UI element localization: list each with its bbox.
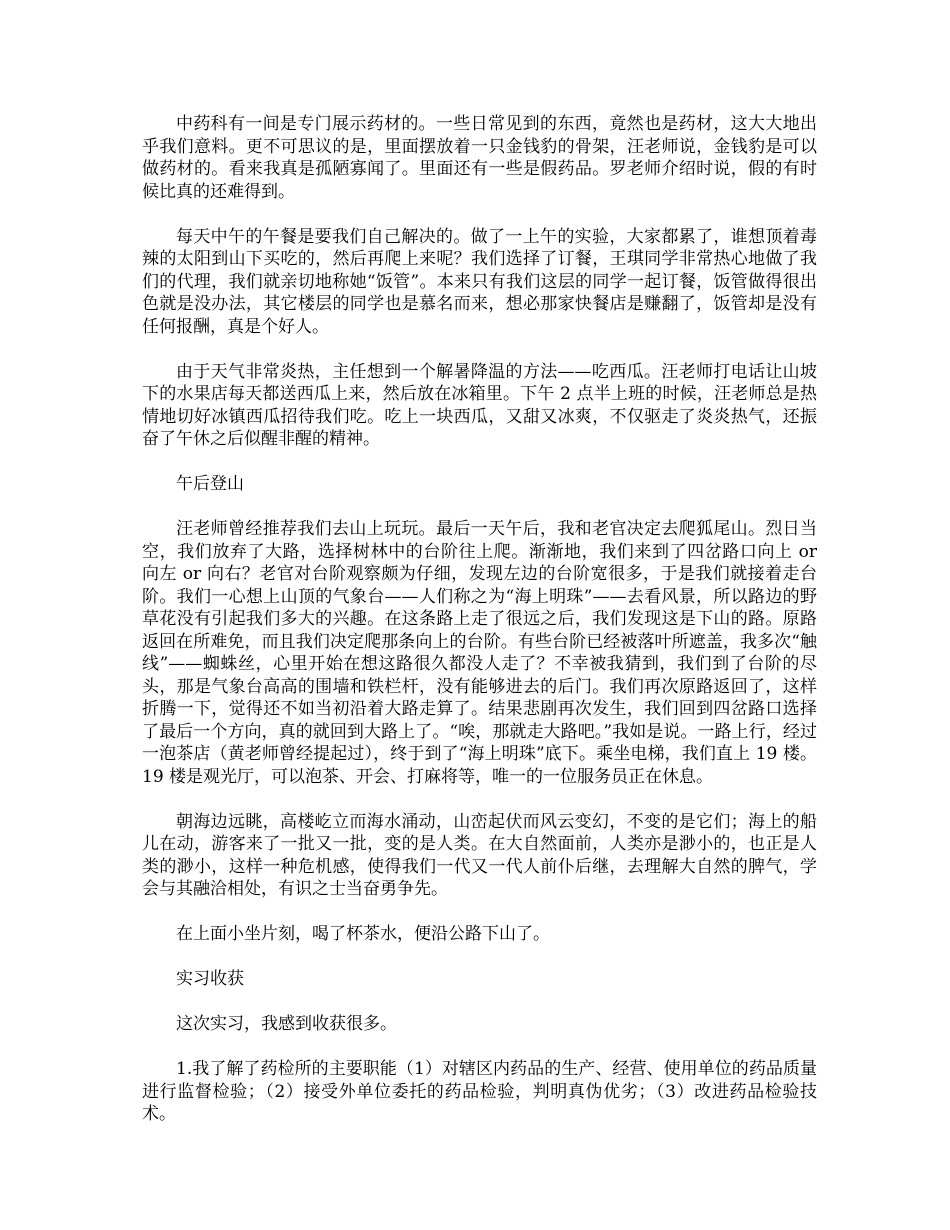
paragraph-hike-story: 汪老师曾经推荐我们去山上玩玩。最后一天午后，我和老官决定去爬狐尾山。烈日当空，我们放弃了大路，选择树林中的台阶往上爬。渐渐地，我们来到了四岔路口向上 or 向左 or 向右？老官对台阶观察颇为仔细，发现左边的台阶宽很多，于是我们就接着走台阶。我们一心想上山顶的气象台——人们称之为“海上明珠”——去看风景，所以路边的野草花没有引起我们多大的兴趣。在这条路上走了很远之后，我们发现这是下山的路。原路返回在所难免，而且我们决定爬那条向上的台阶。有些台阶已经被落叶所遮盖，我多次“触线”——蜘蛛丝，心里开始在想这路很久都没人走了？不幸被我猜到，我们到了台阶的尽头，那是气象台高高的围墙和铁栏杆，没有能够进去的后门。我们再次原路返回了，这样折腾一下，觉得还不如当初沿着大路走算了。结果悲剧再次发生，我们回到四岔路口选择了最后一个方向，真的就回到大路上了。“唉，那就走大路吧。”我如是说。一路上行，经过一泡茶店（黄老师曾经提起过），终于到了“海上明珠”底下。乘坐电梯，我们直上 19 楼。19 楼是观光厅，可以泡茶、开会、打麻将等，唯一的一位服务员正在休息。: [142, 519, 817, 787]
paragraph-gains-intro: 这次实习，我感到收获很多。: [176, 1014, 397, 1034]
section-heading-gains: 实习收获: [176, 969, 244, 989]
paragraph-gains-item-1: 1.我了解了药检所的主要职能（1）对辖区内药品的生产、经营、使用单位的药品质量进行监督检验；（2）接受外单位委托的药品检验，判明真伪优劣；（3）改进药品检验技术。: [142, 1059, 817, 1124]
paragraph-sea-view: 朝海边远眺，高楼屹立而海水涌动，山峦起伏而风云变幻，不变的是它们；海上的船儿在动，游客来了一批又一批，变的是人类。在大自然面前，人类亦是渺小的，也正是人类的渺小，这样一种危机感，使得我们一代又一代人前仆后继，去理解大自然的脾气，学会与其融洽相处，有识之士当奋勇争先。: [142, 811, 817, 899]
section-heading-afternoon-hike: 午后登山: [176, 474, 244, 494]
paragraph-watermelon: 由于天气非常炎热，主任想到一个解暑降温的方法——吃西瓜。汪老师打电话让山坡下的水果店每天都送西瓜上来，然后放在冰箱里。下午 2 点半上班的时候，汪老师总是热情地切好冰镇西瓜招待我们吃。吃上一块西瓜，又甜又冰爽，不仅驱走了炎炎热气，还振奋了午休之后似醒非醒的精神。: [142, 361, 817, 449]
paragraph-herbal-exhibit: 中药科有一间是专门展示药材的。一些日常见到的东西，竟然也是药材，这大大地出乎我们意料。更不可思议的是，里面摆放着一只金钱豹的骨架，汪老师说，金钱豹是可以做药材的。看来我真是孤陋寡闻了。里面还有一些是假药品。罗老师介绍时说，假的有时候比真的还难得到。: [142, 114, 817, 202]
paragraph-lunch: 每天中午的午餐是要我们自己解决的。做了一上午的实验，大家都累了，谁想顶着毒辣的太阳到山下买吃的，然后再爬上来呢？我们选择了订餐，王琪同学非常热心地做了我们的代理，我们就亲切地称她“饭管”。本来只有我们这层的同学一起订餐，饭管做得很出色就是没办法，其它楼层的同学也是慕名而来，想必那家快餐店是赚翻了，饭管却是没有任何报酬，真是个好人。: [142, 226, 817, 337]
paragraph-tea-descent: 在上面小坐片刻，喝了杯茶水，便沿公路下山了。: [176, 924, 550, 944]
document-page: [142, 113, 817, 1148]
